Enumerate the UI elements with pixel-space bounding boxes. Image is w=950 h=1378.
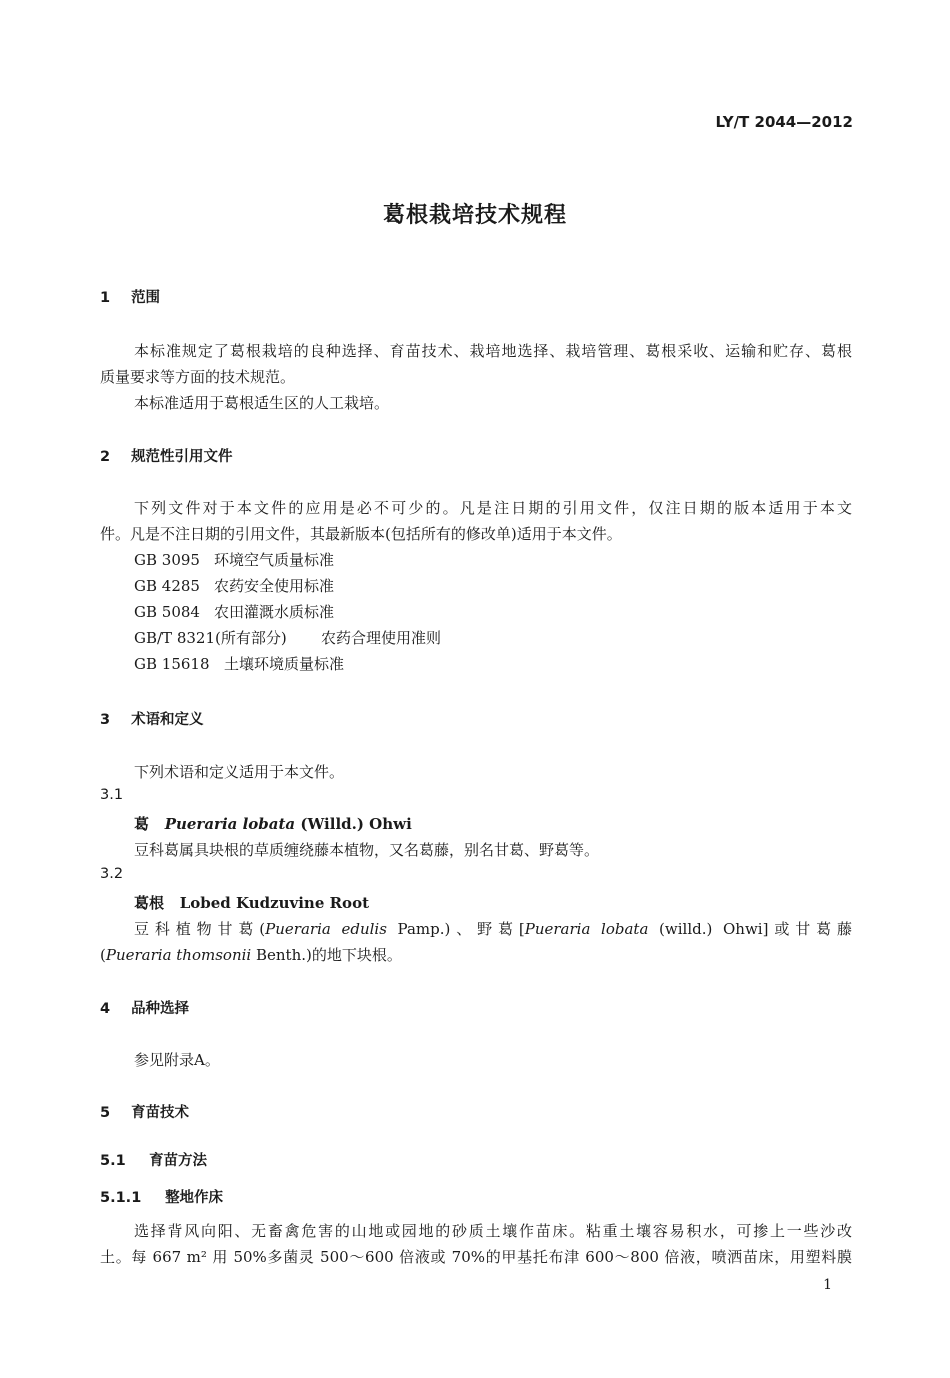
term-definition-line	[100, 944, 402, 965]
reference-code: GB 4285	[134, 577, 200, 595]
reference-name: 环境空气质量标准	[214, 551, 335, 569]
latin-name: Pueraria thomsonii	[105, 946, 252, 964]
section-title: 术语和定义	[131, 712, 204, 728]
paragraph-line: 下列文件对于本文件的应用是必不可少的。凡是注日期的引用文件，仅注日期的版本适用于本文	[134, 499, 852, 517]
paragraph-line: 选择背风向阳、无畜禽危害的山地或园地的砂质土壤作苗床。粘重土壤容易积水，可掺上一些沙改	[134, 1222, 852, 1240]
reference-item	[134, 575, 334, 596]
paragraph: 参见附录A。	[134, 1051, 220, 1069]
paragraph: 本标准适用于葛根适生区的人工栽培。	[134, 394, 390, 412]
term-chinese: 葛	[134, 815, 150, 833]
paragraph-line: 土。每 667 m² 用 50%多菌灵 500～600 倍液或 70%的甲基托布津 600～800 倍液，喷洒苗床，用塑料膜	[100, 1248, 852, 1266]
section-title: 范围	[131, 290, 161, 306]
section-number: 2	[100, 449, 111, 465]
section-number: 5.1.1	[100, 1190, 142, 1206]
section-title: 育苗技术	[131, 1105, 190, 1121]
reference-code: GB 5084	[134, 603, 200, 621]
paragraph: 下列术语和定义适用于本文件。	[134, 763, 345, 781]
section-1-heading	[100, 286, 160, 307]
term-definition: 豆科葛属具块根的草质缠绕藤本植物，又名葛藤，别名甘葛、野葛等。	[134, 841, 600, 859]
section-title: 品种选择	[131, 1001, 190, 1017]
reference-code: GB 15618	[134, 655, 210, 673]
term-chinese: 葛根	[134, 894, 165, 912]
subsection-5-1-heading	[100, 1149, 207, 1170]
term-heading	[134, 813, 412, 834]
latin-name: Pueraria edulis	[265, 920, 387, 938]
text-run: (willd.) Ohwi]或甘葛藤	[648, 920, 852, 938]
page-number: 1	[823, 1277, 832, 1293]
paragraph-line: 质量要求等方面的技术规范。	[100, 368, 296, 386]
section-2-heading	[100, 445, 233, 466]
section-title: 整地作床	[165, 1190, 224, 1206]
reference-name: 农药合理使用准则	[321, 629, 442, 647]
term-latin: Pueraria lobata	[164, 815, 296, 833]
term-number: 3.2	[100, 866, 124, 882]
term-heading	[134, 892, 369, 913]
paragraph-line: 件。凡是不注日期的引用文件，其最新版本(包括所有的修改单)适用于本文件。	[100, 525, 622, 543]
section-title: 育苗方法	[149, 1153, 208, 1169]
reference-name: 农田灌溉水质标准	[214, 603, 335, 621]
section-number: 4	[100, 1001, 111, 1017]
text-run: 豆科植物甘葛(	[134, 920, 266, 938]
subsection-5-1-1-heading	[100, 1186, 223, 1207]
reference-name: 农药安全使用标准	[214, 577, 335, 595]
reference-item	[134, 627, 441, 648]
reference-item	[134, 653, 344, 674]
section-number: 5.1	[100, 1153, 126, 1169]
document-title: 葛根栽培技术规程	[382, 203, 567, 228]
term-author: (Willd.) Ohwi	[300, 815, 412, 833]
text-run: Benth.)的地下块根。	[251, 946, 402, 964]
section-4-heading	[100, 997, 189, 1018]
section-title: 规范性引用文件	[131, 449, 233, 465]
reference-item	[134, 549, 334, 570]
section-number: 1	[100, 290, 111, 306]
reference-code: GB/T 8321(所有部分)	[134, 629, 287, 647]
term-definition-line	[134, 918, 852, 939]
text-run: (	[100, 946, 106, 964]
reference-code: GB 3095	[134, 551, 200, 569]
section-5-heading	[100, 1101, 189, 1122]
section-number: 3	[100, 712, 111, 728]
term-number: 3.1	[100, 787, 124, 803]
latin-name: Pueraria lobata	[524, 920, 649, 938]
section-3-heading	[100, 708, 204, 729]
standard-number: LY/T 2044—2012	[715, 113, 853, 131]
term-english: Lobed Kudzuvine Root	[179, 894, 369, 912]
reference-name: 土壤环境质量标准	[224, 655, 345, 673]
text-run: Pamp.)、野葛[	[386, 920, 525, 938]
section-number: 5	[100, 1105, 111, 1121]
reference-item	[134, 601, 334, 622]
paragraph-line: 本标准规定了葛根栽培的良种选择、育苗技术、栽培地选择、栽培管理、葛根采收、运输和贮存、葛根	[134, 342, 852, 360]
